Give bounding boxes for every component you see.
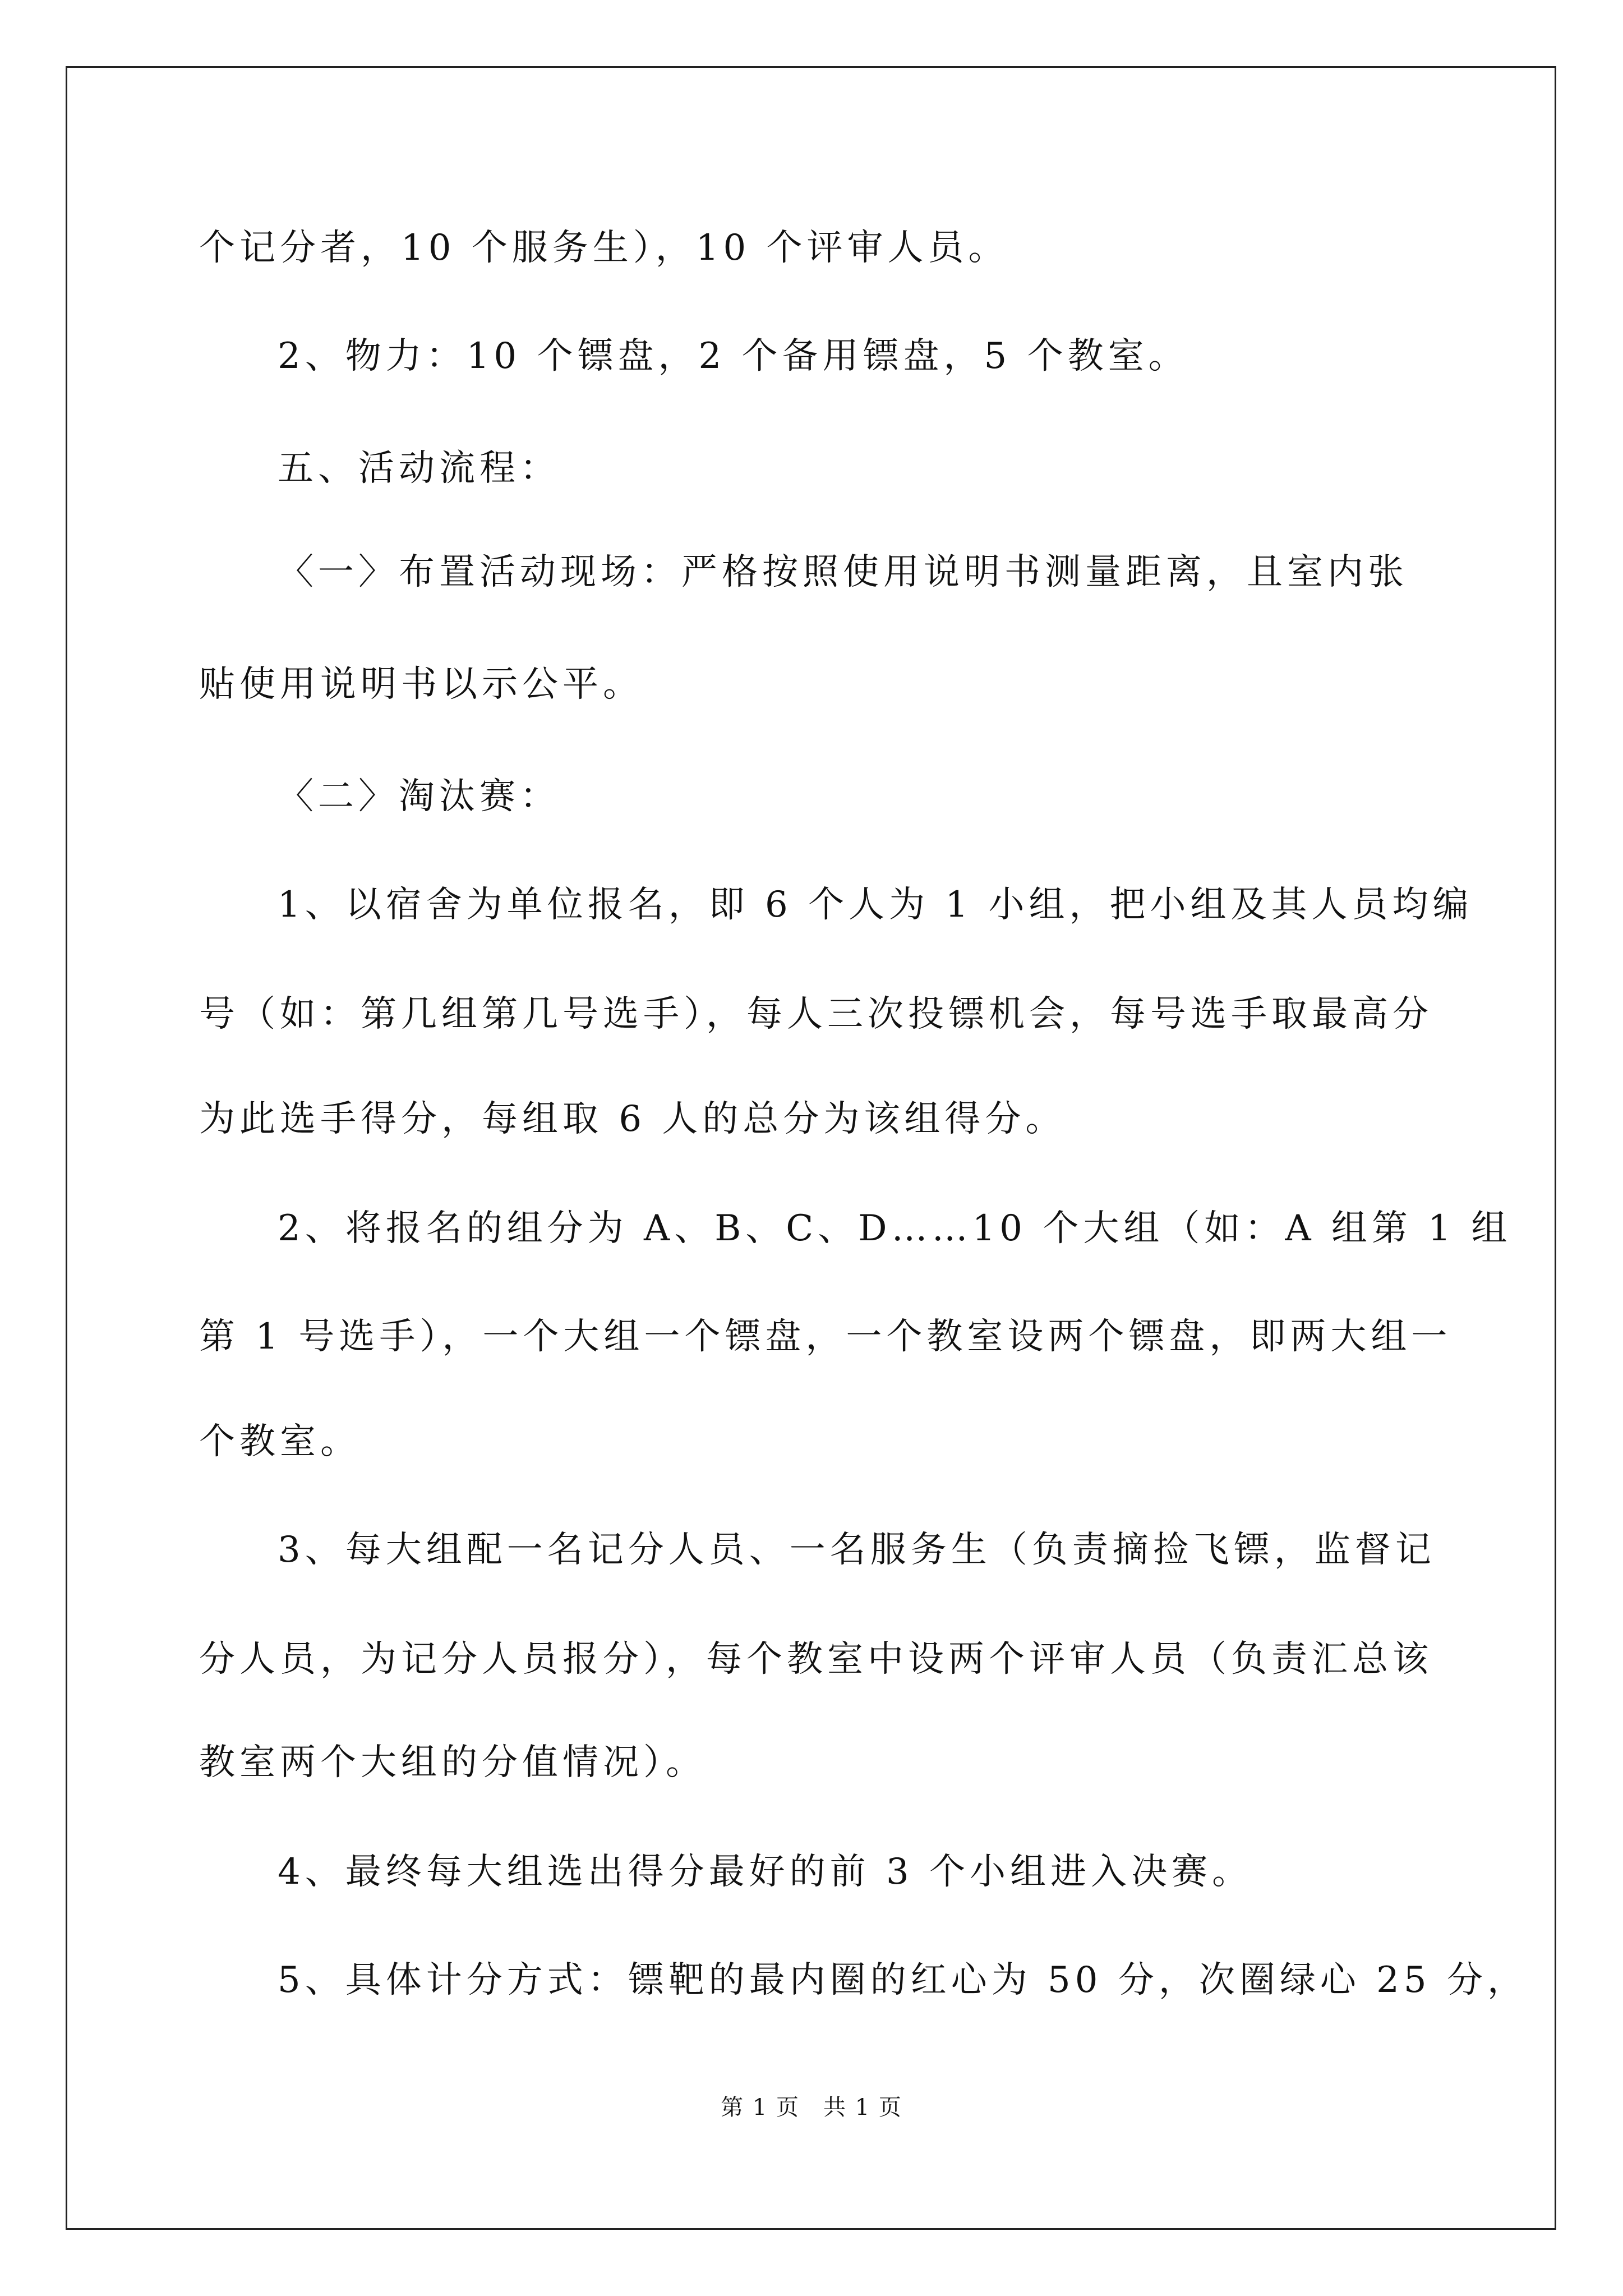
section-heading: 五、活动流程：	[278, 448, 560, 489]
subsection-heading: 〈二〉淘汰赛：	[278, 776, 560, 817]
text-line: 〈一〉布置活动现场：严格按照使用说明书测量距离，且室内张	[278, 551, 1408, 593]
text-line: 2、物力：10 个镖盘，2 个备用镖盘，5 个教室。	[278, 335, 1189, 377]
text-line: 贴使用说明书以示公平。	[199, 664, 643, 705]
text-line: 教室两个大组的分值情况）。	[199, 1742, 706, 1783]
text-line: 为此选手得分，每组取 6 人的总分为该组得分。	[199, 1098, 1066, 1140]
page-number: 第 1 页 共 1 页	[721, 2095, 902, 2120]
text-line: 号（如：第几组第几号选手），每人三次投镖机会，每号选手取最高分	[199, 993, 1433, 1035]
text-line: 4、最终每大组选出得分最好的前 3 个小组进入决赛。	[278, 1851, 1253, 1893]
text-line: 分人员，为记分人员报分），每个教室中设两个评审人员（负责汇总该	[199, 1639, 1433, 1680]
text-line: 个教室。	[199, 1421, 361, 1462]
text-line: 3、每大组配一名记分人员、一名服务生（负责摘捡飞镖，监督记	[278, 1529, 1436, 1571]
text-line: 个记分者，10 个服务生），10 个评审人员。	[199, 227, 1009, 269]
text-line: 第 1 号选手），一个大组一个镖盘，一个教室设两个镖盘，即两大组一	[199, 1316, 1452, 1358]
text-line: 5、具体计分方式：镖靶的最内圈的红心为 50 分，次圈绿心 25 分，	[278, 1959, 1528, 2001]
page-frame	[66, 66, 1556, 2230]
text-line: 2、将报名的组分为 A、B、C、D……10 个大组（如：A 组第 1 组	[278, 1208, 1512, 1249]
text-line: 1、以宿舍为单位报名，即 6 个人为 1 小组，把小组及其人员均编	[278, 884, 1473, 926]
